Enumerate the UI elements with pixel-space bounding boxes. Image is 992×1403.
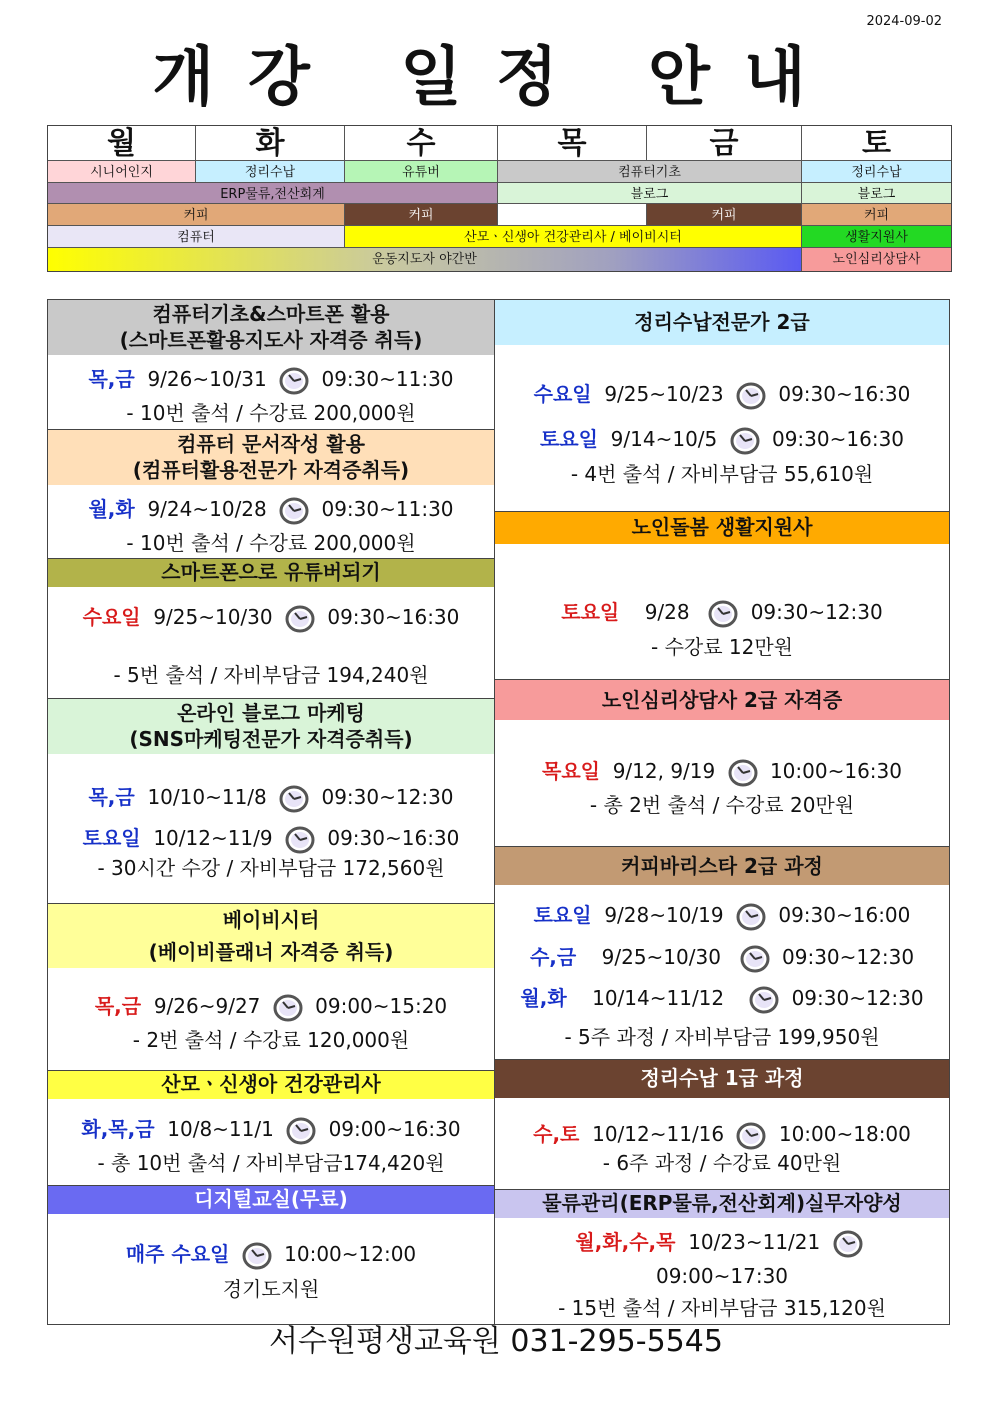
course-days: 월,화,수,목 — [575, 1230, 676, 1254]
clock-icon — [708, 600, 738, 628]
grid-cell: 시니어인지 — [48, 161, 196, 183]
course-body — [48, 1099, 494, 1186]
course-dates: 10/14~11/12 — [592, 986, 725, 1010]
schedule-line — [495, 1120, 949, 1150]
weekly-schedule-grid — [47, 125, 952, 272]
course-header — [48, 1071, 494, 1099]
course-header — [495, 680, 949, 720]
course-note: - 30시간 수강 / 자비부담금 172,560원 — [97, 856, 445, 880]
course-time: 09:00~15:20 — [315, 994, 448, 1018]
course-subtitle: (SNS마케팅전문가 자격증취득) — [129, 727, 413, 751]
course-body — [495, 885, 949, 1060]
course-header — [48, 430, 494, 485]
clock-icon — [833, 1230, 863, 1258]
course-time: 09:30~16:30 — [327, 826, 460, 850]
course-body — [48, 754, 494, 904]
course-time: 09:30~16:00 — [778, 903, 911, 927]
course-note: 경기도지원 — [222, 1277, 320, 1301]
course-subtitle: (베이비플래너 자격증 취득) — [148, 940, 394, 964]
course-days: 목,금 — [94, 994, 142, 1018]
course-time: 09:30~12:30 — [791, 986, 924, 1010]
grid-cell: 정리수납 — [196, 161, 345, 183]
course-title: 정리수납 1급 과정 — [640, 1066, 804, 1090]
grid-cell: 커피 — [647, 204, 802, 226]
course-note: - 2번 출석 / 수강료 120,000원 — [132, 1028, 410, 1052]
course-title: 산모ㆍ신생아 건강관리사 — [161, 1072, 381, 1096]
schedule-line — [495, 757, 949, 787]
course-note: - 15번 출석 / 자비부담금 315,120원 — [558, 1296, 886, 1320]
course-days: 월,화 — [88, 497, 135, 521]
course-dates: 10/10~11/8 — [147, 785, 267, 809]
course-note: - 수강료 12만원 — [651, 635, 793, 659]
course-title: 온라인 블로그 마케팅 — [177, 701, 365, 725]
grid-cell: 블로그 — [802, 183, 951, 204]
course-header — [495, 300, 949, 345]
right-course-column — [494, 299, 950, 1325]
course-days: 매주 수요일 — [125, 1242, 230, 1266]
day-header-wed: 수 — [345, 126, 498, 161]
course-dates: 9/26~9/27 — [153, 994, 261, 1018]
course-days: 수,금 — [529, 945, 577, 969]
clock-icon — [749, 986, 779, 1014]
clock-icon — [736, 382, 766, 410]
course-dates: 9/24~10/28 — [147, 497, 267, 521]
day-header-sat: 토 — [802, 126, 951, 161]
grid-cell: 노인심리상담사 — [802, 248, 951, 271]
course-title: 스마트폰으로 유튜버되기 — [161, 560, 381, 584]
course-dates: 9/26~10/31 — [147, 367, 267, 391]
page-title: 개강 일정 안내 — [152, 40, 840, 115]
course-days: 토요일 — [539, 427, 598, 451]
course-time: 09:30~11:30 — [321, 497, 454, 521]
schedule-line — [48, 783, 494, 813]
course-header — [48, 904, 494, 968]
course-dates: 10/12~11/9 — [153, 826, 273, 850]
grid-cell-empty — [498, 204, 647, 226]
clock-icon — [740, 945, 770, 973]
schedule-line — [495, 943, 949, 973]
day-header-fri: 금 — [647, 126, 802, 161]
course-days: 토요일 — [82, 826, 141, 850]
course-title: 베이비시터 — [222, 908, 320, 932]
course-body — [48, 587, 494, 699]
clock-icon — [736, 1122, 766, 1150]
course-dates: 10/23~11/21 — [688, 1230, 821, 1254]
course-header — [495, 1190, 949, 1218]
day-header-mon: 월 — [48, 126, 196, 161]
grid-cell: 운동지도자 야간반 — [48, 248, 802, 271]
course-note: - 총 2번 출석 / 수강료 20만원 — [589, 793, 855, 817]
grid-cell: 컴퓨터 — [48, 226, 345, 248]
course-body — [48, 485, 494, 559]
course-dates: 9/14~10/5 — [610, 427, 718, 451]
grid-cell: 블로그 — [498, 183, 802, 204]
clock-icon — [730, 427, 760, 455]
schedule-line — [48, 824, 494, 854]
course-note: - 10번 출석 / 수강료 200,000원 — [126, 401, 416, 425]
grid-cell: 커피 — [802, 204, 951, 226]
course-time: 10:00~18:00 — [778, 1122, 911, 1146]
grid-cell: 컴퓨터기초 — [498, 161, 802, 183]
clock-icon — [285, 605, 315, 633]
course-dates: 9/28 — [644, 600, 690, 624]
course-header — [495, 847, 949, 885]
course-header — [48, 559, 494, 587]
course-title: 컴퓨터기초&스마트폰 활용 — [152, 302, 390, 326]
schedule-line — [495, 380, 949, 410]
left-course-column — [47, 299, 495, 1325]
course-note: - 6주 과정 / 수강료 40만원 — [602, 1151, 842, 1175]
schedule-line — [495, 901, 949, 931]
course-title: 컴퓨터 문서작성 활용 — [177, 432, 365, 456]
course-note: - 5번 출석 / 자비부담금 194,240원 — [113, 663, 429, 687]
course-time: 09:00~16:30 — [328, 1117, 461, 1141]
course-time: 09:30~12:30 — [782, 945, 915, 969]
course-body — [495, 1098, 949, 1190]
schedule-line — [495, 425, 949, 455]
schedule-line — [48, 495, 494, 525]
schedule-line — [495, 1228, 949, 1258]
schedule-line — [495, 984, 949, 1014]
schedule-line — [48, 1115, 494, 1145]
course-dates: 9/28~10/19 — [604, 903, 724, 927]
course-body — [48, 1214, 494, 1324]
course-body — [495, 345, 949, 512]
course-days: 목,금 — [88, 367, 135, 391]
grid-cell: 커피 — [48, 204, 345, 226]
schedule-line — [48, 365, 494, 395]
course-dates: 9/12, 9/19 — [612, 759, 716, 783]
course-time: 09:30~16:30 — [327, 605, 460, 629]
document-date: 2024-09-02 — [866, 14, 942, 29]
course-title: 커피바리스타 2급 과정 — [621, 854, 823, 878]
course-days: 토요일 — [561, 600, 620, 624]
grid-cell: 유튜버 — [345, 161, 498, 183]
course-subtitle: (스마트폰활용지도사 자격증 취득) — [119, 328, 423, 352]
course-days: 목,금 — [88, 785, 135, 809]
course-time: 10:00~12:00 — [284, 1242, 417, 1266]
grid-cell: 산모ㆍ신생아 건강관리사 / 베이비시터 — [345, 226, 802, 248]
day-header-tue: 화 — [196, 126, 345, 161]
course-dates: 10/8~11/1 — [167, 1117, 274, 1141]
course-title: 물류관리(ERP물류,전산회계)실무자양성 — [542, 1191, 902, 1215]
course-title: 디지털교실(무료) — [194, 1187, 348, 1211]
clock-icon — [286, 1117, 316, 1145]
clock-icon — [273, 994, 303, 1022]
clock-icon — [736, 903, 766, 931]
schedule-line — [48, 992, 494, 1022]
clock-icon — [279, 367, 309, 395]
course-dates: 10/12~11/16 — [592, 1122, 725, 1146]
course-title: 노인심리상담사 2급 자격증 — [601, 688, 843, 712]
course-time: 09:30~16:30 — [778, 382, 911, 406]
course-time: 09:30~12:30 — [750, 600, 883, 624]
clock-icon — [242, 1242, 272, 1270]
course-subtitle: (컴퓨터활용전문가 자격증취득) — [132, 458, 410, 482]
course-note: - 10번 출석 / 수강료 200,000원 — [126, 531, 416, 555]
course-days: 수요일 — [82, 605, 141, 629]
clock-icon — [279, 497, 309, 525]
course-body — [48, 355, 494, 430]
course-header — [48, 699, 494, 754]
grid-cell: 커피 — [345, 204, 498, 226]
course-time: 09:30~16:30 — [771, 427, 905, 451]
grid-cell: ERP물류,전산회계 — [48, 183, 498, 204]
course-days: 수,토 — [533, 1122, 580, 1146]
course-header — [495, 512, 949, 544]
course-days: 수요일 — [533, 382, 592, 406]
schedule-line — [48, 1240, 494, 1270]
schedule-line — [48, 603, 494, 633]
schedule-line — [495, 598, 949, 628]
course-days: 화,목,금 — [81, 1117, 155, 1141]
footer-contact: 서수원평생교육원 031-295-5545 — [269, 1324, 723, 1359]
course-body — [495, 1218, 949, 1324]
course-time: 09:30~12:30 — [321, 785, 454, 809]
clock-icon — [728, 759, 758, 787]
course-note: - 총 10번 출석 / 자비부담금174,420원 — [97, 1151, 445, 1175]
clock-icon — [285, 826, 315, 854]
course-body — [495, 544, 949, 680]
course-days: 월,화 — [520, 986, 567, 1010]
course-header — [48, 300, 494, 355]
course-title: 정리수납전문가 2급 — [634, 310, 810, 334]
clock-icon — [279, 785, 309, 813]
course-title: 노인돌봄 생활지원사 — [631, 515, 813, 539]
grid-cell: 생활지원사 — [802, 226, 951, 248]
course-body — [495, 720, 949, 847]
course-note: - 5주 과정 / 자비부담금 199,950원 — [564, 1025, 880, 1049]
grid-cell: 정리수납 — [802, 161, 951, 183]
course-header — [495, 1060, 949, 1098]
course-body — [48, 968, 494, 1071]
course-time: 10:00~16:30 — [769, 759, 902, 783]
course-note: - 4번 출석 / 자비부담금 55,610원 — [570, 462, 874, 486]
course-time: 09:30~11:30 — [321, 367, 454, 391]
course-days: 목요일 — [542, 759, 600, 783]
course-dates: 9/25~10/30 — [153, 605, 273, 629]
course-time: 09:00~17:30 — [655, 1264, 789, 1288]
course-days: 토요일 — [533, 903, 592, 927]
course-dates: 9/25~10/30 — [601, 945, 721, 969]
course-header — [48, 1186, 494, 1214]
day-header-thu: 목 — [498, 126, 647, 161]
course-dates: 9/25~10/23 — [604, 382, 724, 406]
